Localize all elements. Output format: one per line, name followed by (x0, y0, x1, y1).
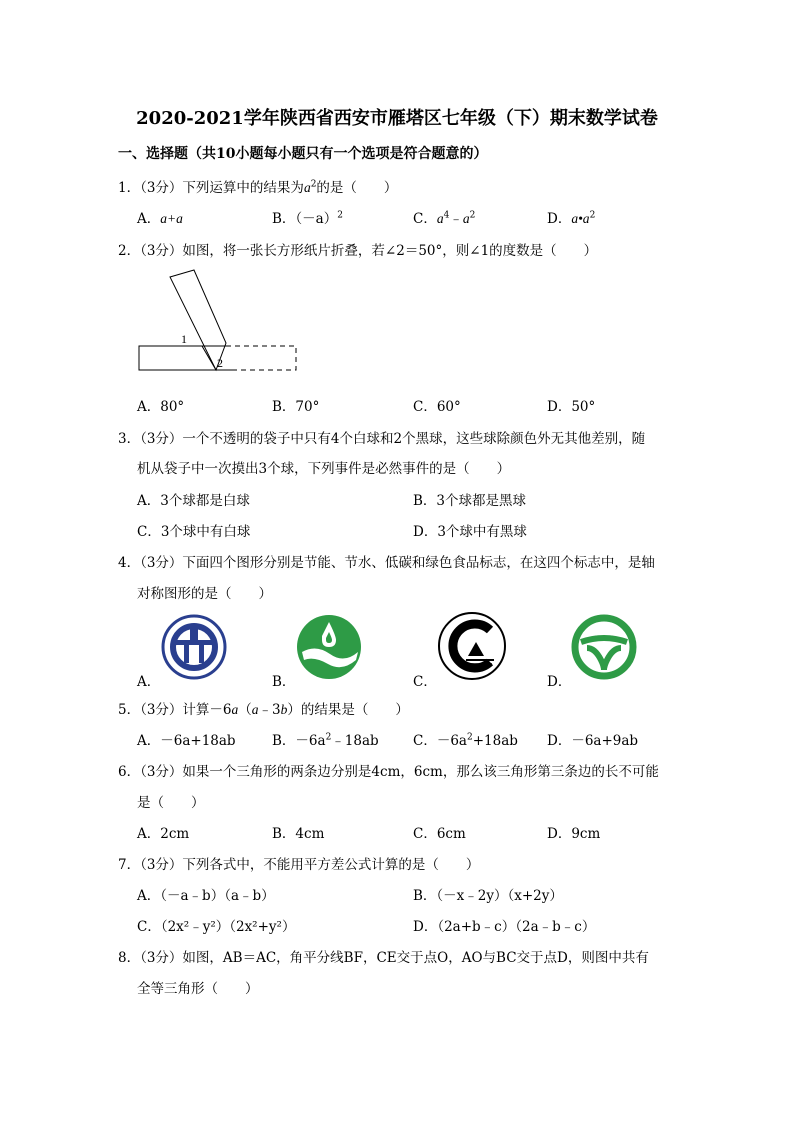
q1-option-c[interactable]: C．$a^4﹣a^2$ (413, 210, 476, 227)
q4-stem-line2: 对称图形的是（ ） (137, 586, 272, 602)
section-heading: 一、选择题（共10小题每小题只有一个选项是符合题意的） (118, 146, 488, 162)
low-carbon-logo-icon (438, 612, 506, 680)
original-strip-dashed (226, 346, 296, 370)
q6-stem-line2: 是（ ） (137, 795, 205, 811)
green-food-logo-icon (571, 614, 637, 680)
angle-2-label: 2 (217, 356, 223, 370)
folded-paper-figure (130, 268, 310, 380)
q4-option-c[interactable]: C． (413, 674, 437, 690)
q3-stem-line1: 3．（3分）一个不透明的袋子中只有4个白球和2个黑球，这些球除颜色外无其他差别，随 (118, 431, 646, 447)
q6-option-b[interactable]: B．4cm (272, 826, 325, 842)
q2-option-b[interactable]: B．70° (272, 399, 320, 415)
fold-line (202, 346, 216, 370)
exam-title: 2020-2021学年陕西省西安市雁塔区七年级（下）期末数学试卷 (136, 108, 658, 129)
folded-strip (170, 270, 226, 370)
angle-1-label: 1 (181, 332, 187, 346)
q5-option-a[interactable]: A．－6a+18ab (137, 733, 236, 749)
q8-stem-line2: 全等三角形（ ） (137, 981, 259, 997)
q7-option-b[interactable]: B．（－x﹣2y）（x+2y） (413, 888, 563, 904)
q6-option-a[interactable]: A．2cm (137, 826, 190, 842)
q6-option-c[interactable]: C．6cm (413, 826, 466, 842)
q3-option-a[interactable]: A．3个球都是白球 (137, 493, 250, 509)
q2-option-c[interactable]: C．60° (413, 399, 461, 415)
q1-stem: 1．（3分）下列运算中的结果为$a^2$的是（ ） (118, 179, 398, 196)
water-saving-logo-icon (296, 614, 362, 680)
q7-option-d[interactable]: D．（2a+b﹣c）（2a﹣b﹣c） (413, 919, 596, 935)
q5-stem: 5．（3分）计算－6a（a﹣3b）的结果是（ ） (118, 702, 409, 718)
q4-option-b[interactable]: B． (272, 674, 296, 690)
q2-stem: 2．（3分）如图，将一张长方形纸片折叠，若∠2＝50°，则∠1的度数是（ ） (118, 243, 598, 259)
q5-option-b[interactable]: B．$-6a^2﹣18ab$ (272, 732, 379, 749)
q7-option-c[interactable]: C．（2x²﹣y²）（2x²+y²） (137, 919, 296, 935)
q4-option-a[interactable]: A． (137, 674, 161, 690)
q1-option-b[interactable]: B．$(-a)^2$ (272, 210, 343, 227)
q1-option-a[interactable]: A．a+a (137, 211, 183, 227)
q5-option-c[interactable]: C．$-6a^2+18ab$ (413, 732, 518, 749)
q8-stem-line1: 8．（3分）如图，AB＝AC，角平分线BF，CE交于点O，AO与BC交于点D，则图中共有 (118, 950, 649, 966)
q5-option-d[interactable]: D．－6a+9ab (547, 733, 639, 749)
q3-option-c[interactable]: C．3个球中有白球 (137, 524, 251, 540)
q3-stem-line2: 机从袋子中一次摸出3个球，下列事件是必然事件的是（ ） (137, 461, 511, 477)
q3-option-d[interactable]: D．3个球中有黑球 (413, 524, 527, 540)
q2-option-d[interactable]: D．50° (547, 399, 596, 415)
q1-option-d[interactable]: D．$a•a^2$ (547, 210, 596, 227)
q7-option-a[interactable]: A．（－a﹣b）（a﹣b） (137, 888, 275, 904)
q6-stem-line1: 6．（3分）如果一个三角形的两条边分别是4cm，6cm，那么该三角形第三条边的长不可能 (118, 764, 659, 780)
energy-saving-logo-icon (161, 614, 227, 680)
q4-option-d[interactable]: D． (547, 674, 572, 690)
q2-option-a[interactable]: A．80° (137, 399, 185, 415)
q6-option-d[interactable]: D．9cm (547, 826, 601, 842)
q3-option-b[interactable]: B．3个球都是黑球 (413, 493, 527, 509)
q7-stem: 7．（3分）下列各式中，不能用平方差公式计算的是（ ） (118, 857, 480, 873)
q4-stem-line1: 4．（3分）下面四个图形分别是节能、节水、低碳和绿色食品标志，在这四个标志中，是轴 (118, 555, 655, 571)
